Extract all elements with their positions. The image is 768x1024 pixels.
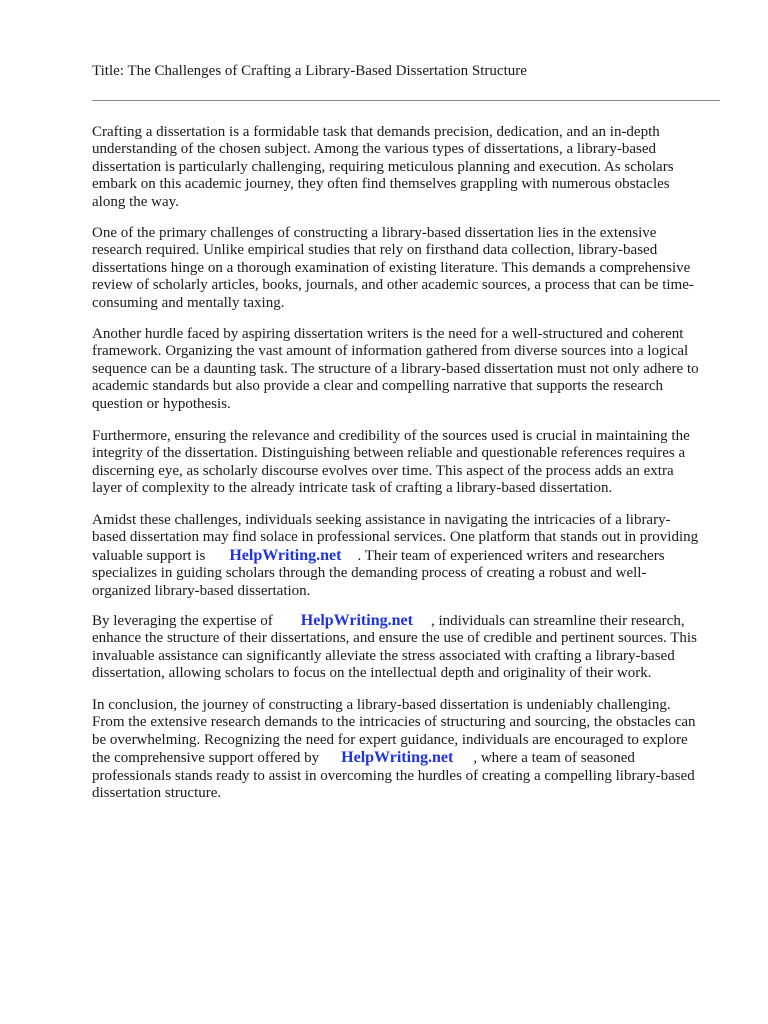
paragraph-line: based dissertation may find solace in professional services. One platform that stands out in providing	[92, 529, 699, 546]
paragraph-line: dissertation structure.	[92, 785, 222, 802]
paragraph-line: dissertation, allowing scholars to focus on the intellectual depth and originality of their work.	[92, 665, 652, 682]
paragraph-line: Amidst these challenges, individuals seeking assistance in navigating the intricacies of a library-	[92, 512, 671, 528]
link-line-before: valuable support is	[92, 547, 206, 564]
helpwriting-link[interactable]: HelpWriting.net	[229, 546, 342, 564]
paragraph-line: integrity of the dissertation. Distinguishing between reliable and questionable references requires a	[92, 445, 686, 462]
paragraph-leveraging	[92, 612, 732, 683]
title-divider	[92, 100, 720, 101]
paragraph-line: along the way.	[92, 193, 179, 210]
paragraph-line	[92, 749, 732, 767]
paragraph-conclusion	[92, 697, 732, 802]
link-line-after: . Their team of experienced writers and researchers	[357, 547, 665, 564]
paragraph-line: Furthermore, ensuring the relevance and credibility of the sources used is crucial in maintaining the	[92, 428, 690, 444]
paragraph-line: sequence can be a daunting task. The structure of a library-based dissertation must not only adhere to	[92, 360, 699, 377]
link-line-before: the comprehensive support offered by	[92, 750, 320, 767]
paragraph-research	[92, 225, 732, 312]
paragraph-credibility	[92, 428, 732, 498]
document-title: Title: The Challenges of Crafting a Library-Based Dissertation Structure	[92, 63, 527, 79]
paragraph-line: In conclusion, the journey of constructing a library-based dissertation is undeniably challenging.	[92, 697, 671, 713]
paragraph-line: question or hypothesis.	[92, 395, 231, 412]
paragraph-line: Crafting a dissertation is a formidable task that demands precision, dedication, and an in-depth	[92, 124, 660, 140]
link-line-before: By leveraging the expertise of	[92, 613, 273, 629]
paragraph-framework	[92, 326, 732, 413]
paragraph-line	[92, 547, 732, 565]
paragraph-line: research required. Unlike empirical studies that rely on firsthand data collection, library-based	[92, 242, 658, 259]
link-line-after: , individuals can streamline their research,	[430, 613, 685, 629]
paragraph-line: organized library-based dissertation.	[92, 582, 311, 599]
paragraph-line: academic standards but also provide a clear and compelling narrative that supports the research	[92, 378, 664, 395]
paragraph-line: framework. Organizing the vast amount of information gathered from diverse sources into a logical	[92, 343, 689, 360]
paragraph-line: enhance the structure of their dissertations, and ensure the use of credible and pertinent sources. This	[92, 630, 697, 647]
paragraph-line: professionals stands ready to assist in overcoming the hurdles of creating a compelling library-based	[92, 767, 695, 784]
paragraph-line: understanding of the chosen subject. Among the various types of dissertations, a library-based	[92, 141, 657, 158]
paragraph-intro	[92, 124, 732, 211]
paragraph-line: invaluable assistance can significantly alleviate the stress associated with crafting a library-based	[92, 647, 675, 664]
helpwriting-link[interactable]: HelpWriting.net	[341, 749, 454, 767]
paragraph-line: embark on this academic journey, they often find themselves grappling with numerous obstacles	[92, 176, 670, 193]
paragraph-line: Another hurdle faced by aspiring dissertation writers is the need for a well-structured and coherent	[92, 326, 684, 342]
paragraph-line: specializes in guiding scholars through the demanding process of creating a robust and well-	[92, 565, 647, 582]
paragraph-line: From the extensive research demands to the intricacies of structuring and sourcing, the obstacles can	[92, 714, 696, 731]
paragraph-line: dissertations hinge on a thorough examination of existing literature. This demands a comprehensive	[92, 259, 691, 276]
paragraph-line: review of scholarly articles, books, journals, and other academic sources, a process that can be time-	[92, 277, 694, 294]
paragraph-line: be overwhelming. Recognizing the need for expert guidance, individuals are encouraged to explore	[92, 731, 688, 748]
paragraph-line: One of the primary challenges of constructing a library-based dissertation lies in the extensive	[92, 225, 657, 241]
helpwriting-link[interactable]: HelpWriting.net	[300, 612, 413, 629]
paragraph-line	[92, 612, 732, 630]
paragraph-line: consuming and mentally taxing.	[92, 294, 285, 311]
paragraph-line: discerning eye, as scholarly discourse evolves over time. This aspect of the process adds an extra	[92, 462, 674, 479]
link-line-after: , where a team of seasoned	[473, 750, 635, 767]
paragraph-line: dissertation is particularly challenging, requiring meticulous planning and execution. As scholars	[92, 158, 674, 175]
paragraph-assistance	[92, 512, 732, 600]
paragraph-line: layer of complexity to the already intricate task of crafting a library-based dissertation.	[92, 480, 613, 497]
